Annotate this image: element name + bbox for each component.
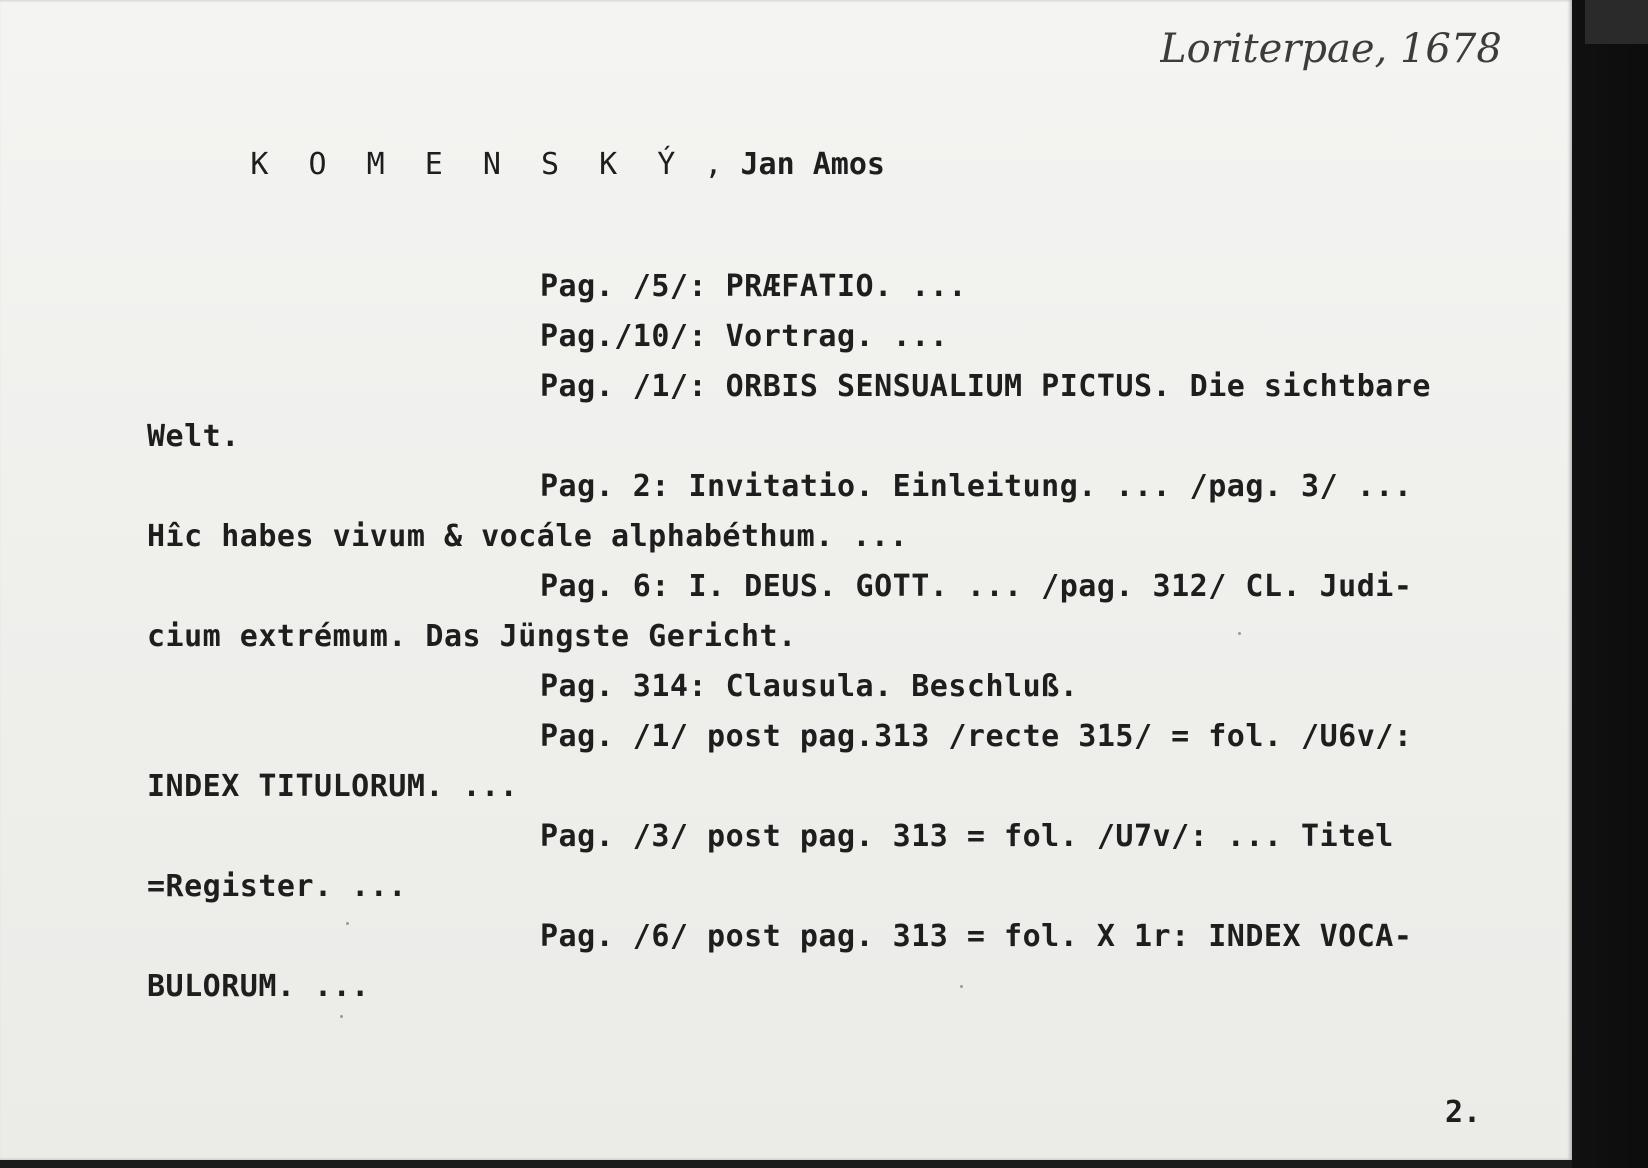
entry-line-continuation: =Register. ... [147, 869, 407, 904]
entry-line: Pag. 314: Clausula. Beschluß. [540, 669, 1079, 704]
entry-line-continuation: Welt. [147, 419, 240, 454]
handwritten-annotation [1160, 10, 1520, 80]
card-page-number: 2. [1445, 1095, 1482, 1130]
entry-line: Pag. /1/: ORBIS SENSUALIUM PICTUS. Die sichtbare [540, 369, 1431, 404]
entry-line-continuation: INDEX TITULORUM. ... [147, 769, 519, 804]
entry-line: Pag. /3/ post pag. 313 = fol. /U7v/: ... Titel [540, 819, 1394, 854]
entry-line: Pag. 6: I. DEUS. GOTT. ... /pag. 312/ CL. Judi- [540, 569, 1413, 604]
entry-line: Pag. 2: Invitatio. Einleitung. ... /pag. 3/ ... [540, 469, 1413, 504]
dust-speck [960, 985, 963, 988]
author-surname: K O M E N S K Ý [250, 147, 687, 182]
entry-line-continuation: Hîc habes vivum & vocále alphabéthum. ... [147, 519, 909, 554]
author-given-names: Jan Amos [722, 147, 885, 182]
scan-border-notch [1585, 0, 1648, 44]
svg-text:Loriterpae, 1678: Loriterpae, 1678 [1160, 26, 1502, 72]
heading-comma: , [686, 147, 723, 182]
dust-speck [1238, 632, 1241, 635]
entry-line: Pag./10/: Vortrag. ... [540, 319, 949, 354]
dust-speck [346, 922, 349, 925]
dust-speck [340, 1015, 343, 1018]
entry-line: Pag. /1/ post pag.313 /recte 315/ = fol. /U6v/: [540, 719, 1413, 754]
author-heading [142, 120, 885, 210]
entry-line-continuation: BULORUM. ... [147, 969, 370, 1004]
entry-line: Pag. /5/: PRÆFATIO. ... [540, 269, 967, 304]
entry-line: Pag. /6/ post pag. 313 = fol. X 1r: INDEX VOCA- [540, 919, 1413, 954]
scan-border [1572, 0, 1648, 1168]
entry-line-continuation: cium extrémum. Das Jüngste Gericht. [147, 619, 797, 654]
